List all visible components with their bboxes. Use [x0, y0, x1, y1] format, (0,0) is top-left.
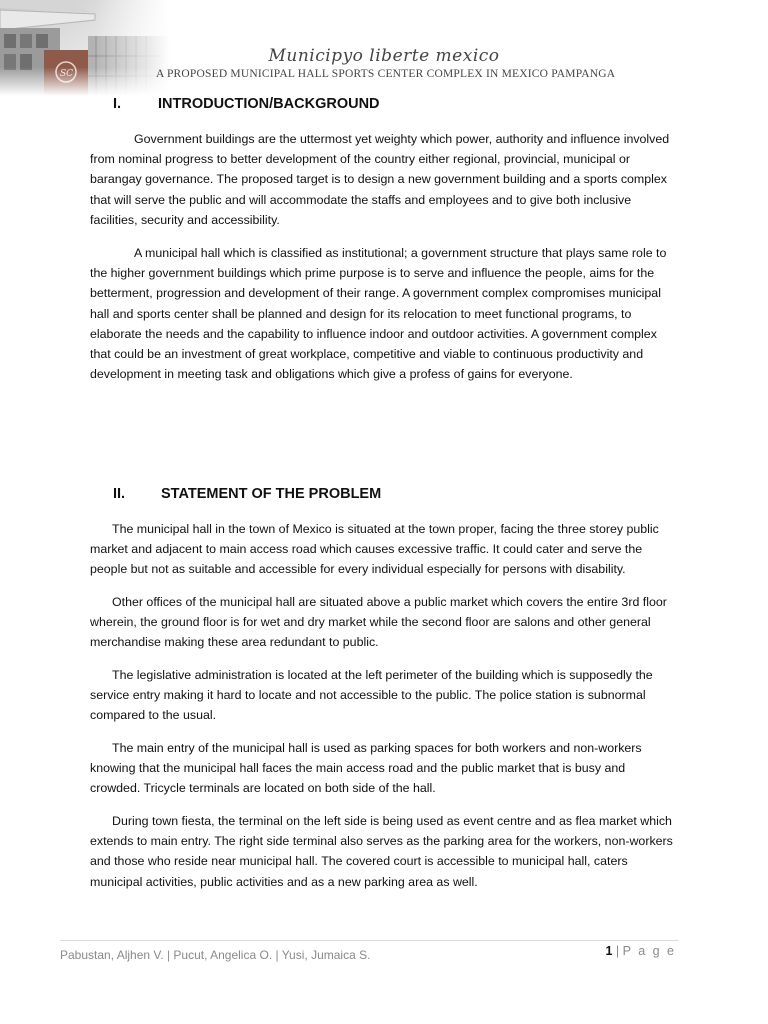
- page-number: 1: [605, 944, 613, 958]
- paragraph: A municipal hall which is classified as institutional; a government structure that plays same role to the higher government buildings which prime purpose is to serve and influence the people, aims for the betterment, progression and development of their range. A government complex compromises municipal hall and sports center shall be planned and design for its relocation to meet functional programs, to elaborate the needs and the capability to influence indoor and outdoor activities. A government complex that could be an investment of great workplace, competitive and viable to continuous productivity and development in meeting task and obligations which give a profess of gains for everyone.: [90, 246, 667, 382]
- paragraph: The legislative administration is located at the left perimeter of the building which is supposedly the service entry making it hard to locate and not accessible to the public. The police station is subnormal compared to the usual.: [90, 668, 653, 723]
- footer-authors: Pabustan, Aljhen V. | Pucut, Angelica O. | Yusi, Jumaica S.: [60, 948, 371, 962]
- header-title: Municipyo liberte mexico: [268, 46, 500, 66]
- paragraph: Government buildings are the uttermost yet weighty which power, authority and influence involved from nominal progress to better development of the country either regional, provincial, municipal or barangay governance. The proposed target is to design a new government building and a sports complex that will serve the public and will accommodate the staffs and employees and to give both inclusive facilities, security and accessibility.: [90, 132, 670, 227]
- footer-divider: [60, 940, 678, 941]
- page-separator: |: [615, 944, 620, 958]
- footer-page-number: [605, 944, 676, 958]
- paragraph: Other offices of the municipal hall are situated above a public market which covers the entire 3rd floor wherein, the ground floor is for wet and dry market while the second floor are salons and other general merchandise making these area redundant to public.: [90, 595, 667, 650]
- paragraph: During town fiesta, the terminal on the left side is being used as event centre and as flea market which extends to main entry. The right side terminal also serves as the parking area for the workers, non-workers and those who reside near municipal hall. The covered court is accessible to municipal hall, caters municipal activities, public activities and as a new parking area as well.: [90, 814, 673, 889]
- page-label: P a g e: [622, 944, 676, 958]
- section-title: INTRODUCTION/BACKGROUND: [158, 96, 380, 112]
- section-title: STATEMENT OF THE PROBLEM: [161, 486, 382, 502]
- section-number: II.: [113, 486, 126, 502]
- section-number: I.: [113, 96, 122, 112]
- header-subtitle: A PROPOSED MUNICIPAL HALL SPORTS CENTER COMPLEX IN MEXICO PAMPANGA: [156, 68, 616, 80]
- paragraph: The main entry of the municipal hall is used as parking spaces for both workers and non-workers knowing that the municipal hall faces the main access road and the public market that is busy and crowded. Tricycle terminals are located on both side of the hall.: [90, 741, 642, 796]
- paragraph: The municipal hall in the town of Mexico is situated at the town proper, facing the three storey public market and adjacent to main access road which causes excessive traffic. It could cater and serve the people but not as suitable and accessible for every individual especially for persons with disability.: [90, 522, 659, 577]
